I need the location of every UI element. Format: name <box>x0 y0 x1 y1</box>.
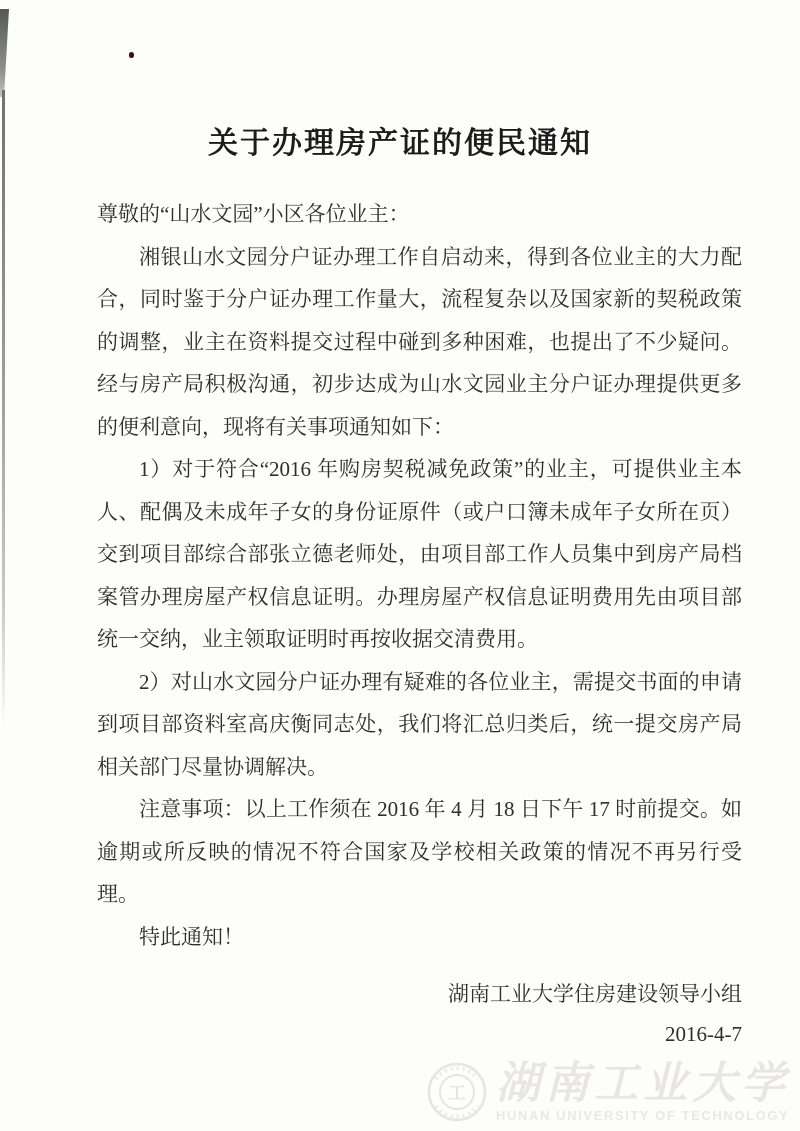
university-seal-icon <box>426 1061 488 1123</box>
paragraph-item-2: 2）对山水文园分户证办理有疑难的各位业主，需提交书面的申请到项目部资料室高庆衡同志处，我们将汇总归类后，统一提交房产局相关部门尽量协调解决。 <box>97 669 742 779</box>
ink-dot <box>129 52 134 58</box>
signature-block <box>0 974 800 1054</box>
salutation: 尊敬的“山水文园”小区各位业主： <box>97 202 410 226</box>
paragraph-closing: 特此通知！ <box>139 924 244 949</box>
signature-date: 2016-4-7 <box>665 1022 742 1046</box>
watermark-text <box>496 1057 790 1123</box>
university-watermark <box>426 1057 790 1123</box>
notice-body <box>97 193 742 958</box>
scanner-edge-top <box>0 0 800 9</box>
notice-title: 关于办理房产证的便民通知 <box>208 127 592 160</box>
paragraph-intro: 湘银山水文园分户证办理工作自启动来，得到各位业主的大力配合，同时鉴于分户证办理工作量大，流程复杂以及国家新的契税政策的调整，业主在资料提交过程中碰到多种困难，也提出了不少疑问。经与房产局积极沟通，初步达成为山水文园业主分户证办理提供更多的便利意向，现将有关事项通知如下： <box>97 244 742 439</box>
watermark-cn: 湖南工业大学 <box>496 1057 790 1109</box>
page-edge-shadow <box>2 90 5 730</box>
svg-text:工: 工 <box>448 1083 466 1103</box>
signature-org: 湖南工业大学住房建设领导小组 <box>448 982 742 1006</box>
paragraph-item-1: 1）对于符合“2016 年购房契税减免政策”的业主，可提供业主本人、配偶及未成年子女的身份证原件（或户口簿未成年子女所在页）交到项目部综合部张立德老师处，由项目部工作人员集中到房产局档案管办理房屋产权信息证明。办理房屋产权信息证明费用先由项目部统一交纳，业主领取证明时再按收据交清费用。 <box>97 457 742 651</box>
paragraph-notes: 注意事项：以上工作须在 2016 年 4 月 18 日下午 17 时前提交。如逾期或所反映的情况不符合国家及学校相关政策的情况不再另行受理。 <box>97 797 742 906</box>
watermark-en: HUNAN UNIVERSITY OF TECHNOLOGY <box>496 1107 790 1123</box>
